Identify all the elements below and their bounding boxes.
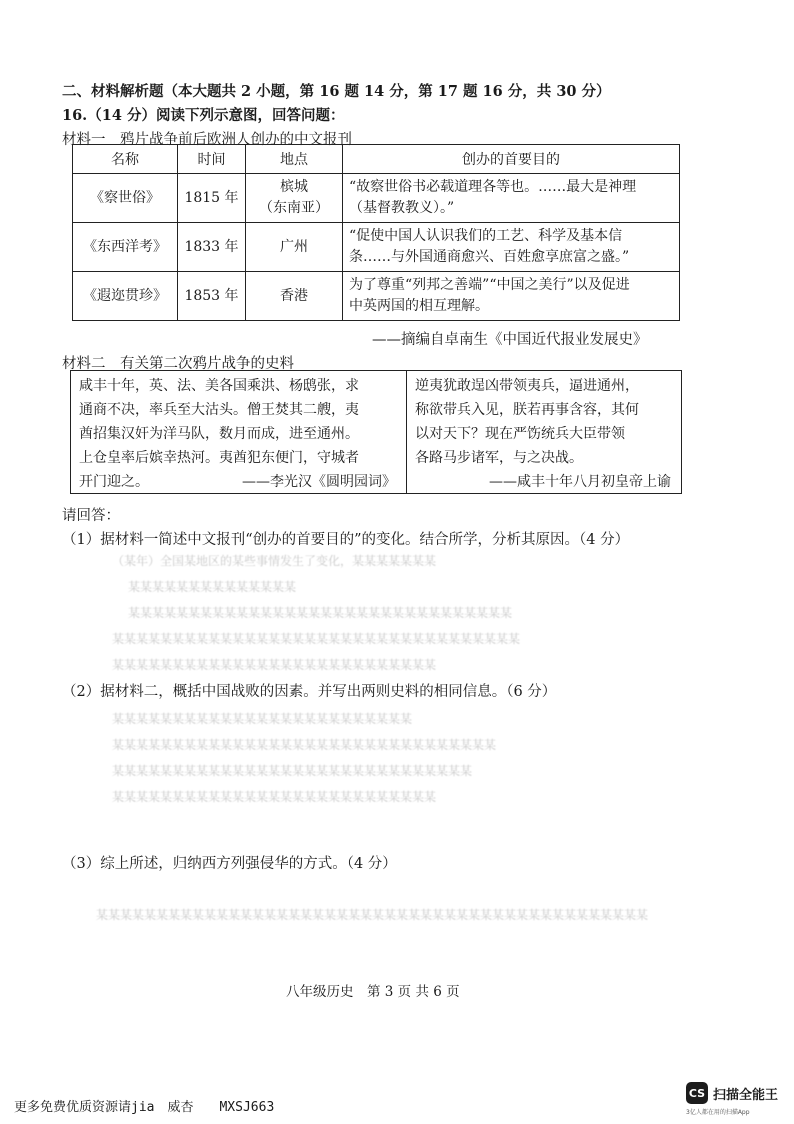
excerpt-last-text: 开门迎之。	[79, 474, 149, 490]
purpose-line: 为了尊重“列邦之善端”“中国之美行”以及促进	[349, 277, 630, 293]
founding-year: 1815 年	[178, 174, 246, 223]
bleed-through-text: （某年）全国某地区的某些事情发生了变化，某某某某某某某	[112, 554, 437, 568]
excerpt-line: 以对天下？现在严饬统兵大臣带领	[415, 426, 625, 442]
question-3: （3）综上所述，归纳西方列强侵华的方式。（4 分）	[62, 856, 397, 872]
material1-source: ——摘编自卓南生《中国近代报业发展史》	[372, 332, 648, 348]
location-cell	[246, 174, 343, 223]
bleed-through-text: 某某某某某某某某某某某某某某某某某某某某某某某某某	[112, 712, 413, 726]
table-row	[73, 223, 680, 272]
purpose-cell	[343, 272, 680, 321]
excerpt-line: 通商不决，率兵至大沽头。僧王焚其二艘，夷	[79, 402, 359, 418]
question-2: （2）据材料二，概括中国战败的因素。并写出两则史料的相同信息。（6 分）	[62, 684, 557, 700]
material1-table	[72, 144, 680, 321]
bleed-through-text: 某某某某某某某某某某某某某某某某某某某某某某某某某某某某某某某某	[128, 606, 513, 620]
excerpt-source: ——咸丰十年八月初皇帝上谕	[489, 474, 671, 490]
excerpt-line: 各路马步诸军，与之决战。	[415, 450, 583, 466]
founding-year: 1833 年	[178, 223, 246, 272]
table-header-cell: 时间	[178, 145, 246, 174]
newspaper-name: 《东西洋考》	[73, 223, 178, 272]
material1-caption-text: 材料一 鸦片战争前后欧洲人创办的中文报刊	[62, 132, 352, 148]
newspaper-name: 《遐迩贯珍》	[73, 272, 178, 321]
bleed-through-text: 某某某某某某某某某某某某某某某某某某某某某某某某某某某某某某某某某某某某某某某某某某某某某某	[96, 908, 649, 922]
ask-label: 请回答：	[62, 508, 120, 524]
purpose-cell	[343, 174, 680, 223]
bleed-through-text: 某某某某某某某某某某某某某某某某某某某某某某某某某某某	[112, 658, 437, 672]
table-header-row	[73, 145, 680, 174]
location-line: 槟城	[280, 179, 308, 195]
table-header-cell: 创办的首要目的	[343, 145, 680, 174]
location-line: （东南亚）	[259, 200, 329, 216]
purpose-line: （基督教教义）。”	[349, 200, 455, 216]
material2-caption: 材料二 有关第二次鸦片战争的史料	[62, 356, 294, 372]
material2-right-excerpt	[407, 371, 681, 493]
excerpt-line: 咸丰十年，英、法、美各国乘洪、杨鸱张，求	[79, 378, 359, 394]
location-line: 广州	[280, 238, 308, 255]
purpose-line: 条……与外国通商愈兴、百姓愈享庶富之盛。”	[349, 249, 630, 265]
purpose-line: 中英两国的相互理解。	[349, 298, 489, 314]
camscanner-icon: CS	[686, 1082, 708, 1104]
table-row	[73, 174, 680, 223]
bleed-through-text: 某某某某某某某某某某某某某某	[128, 580, 297, 594]
scanner-app-name: 扫描全能王	[713, 1087, 779, 1103]
bleed-through-text: 某某某某某某某某某某某某某某某某某某某某某某某某某某某某某某	[112, 764, 473, 778]
purpose-cell	[343, 223, 680, 272]
purpose-line: “促使中国人认识我们的工艺、科学及基本信	[349, 228, 623, 244]
scanner-logo-row	[686, 1082, 778, 1104]
question-intro: 16.（14 分）阅读下列示意图，回答问题：	[62, 107, 345, 124]
table-header-cell: 地点	[246, 145, 343, 174]
purpose-line: “故察世俗书必载道理各等也。……最大是神理	[349, 179, 637, 195]
excerpt-line: 称欲带兵入见，朕若再事含容，其何	[415, 402, 639, 418]
page-footer: 八年级历史 第 3 页 共 6 页	[286, 984, 460, 1000]
material2-box	[70, 370, 682, 494]
question-1: （1）据材料一简述中文报刊“创办的首要目的”的变化。结合所学，分析其原因。（4 分）	[62, 532, 630, 548]
excerpt-source: ——李光汉《圆明园词》	[242, 474, 396, 490]
material2-left-excerpt	[71, 371, 407, 493]
scanner-tagline: 3亿人都在用的扫描App	[686, 1109, 750, 1116]
excerpt-line	[79, 470, 396, 494]
excerpt-line: 酋招集汉奸为洋马队，数月而成，进至通州。	[79, 426, 359, 442]
scanner-logo	[686, 1082, 778, 1116]
bleed-through-text: 某某某某某某某某某某某某某某某某某某某某某某某某某某某	[112, 790, 437, 804]
promo-note: 更多免费优质资源请jia 威杏 MXSJ663	[14, 1100, 275, 1115]
section-heading: 二、材料解析题（本大题共 2 小题，第 16 题 14 分，第 17 题 16 分，共 30 分）	[62, 83, 611, 100]
location-cell	[246, 272, 343, 321]
table-row	[73, 272, 680, 321]
newspaper-name: 《察世俗》	[73, 174, 178, 223]
table-header-cell: 名称	[73, 145, 178, 174]
founding-year: 1853 年	[178, 272, 246, 321]
location-cell	[246, 223, 343, 272]
location-line: 香港	[280, 287, 308, 304]
bleed-through-text: 某某某某某某某某某某某某某某某某某某某某某某某某某某某某某某某某某某	[112, 632, 521, 646]
excerpt-line: 逆夷犹敢逞凶带领夷兵，逼进通州，	[415, 378, 639, 394]
bleed-through-text: 某某某某某某某某某某某某某某某某某某某某某某某某某某某某某某某某	[112, 738, 497, 752]
excerpt-line: 上仓皇率后嫔幸热河。夷酋犯东便门，守城者	[79, 450, 359, 466]
